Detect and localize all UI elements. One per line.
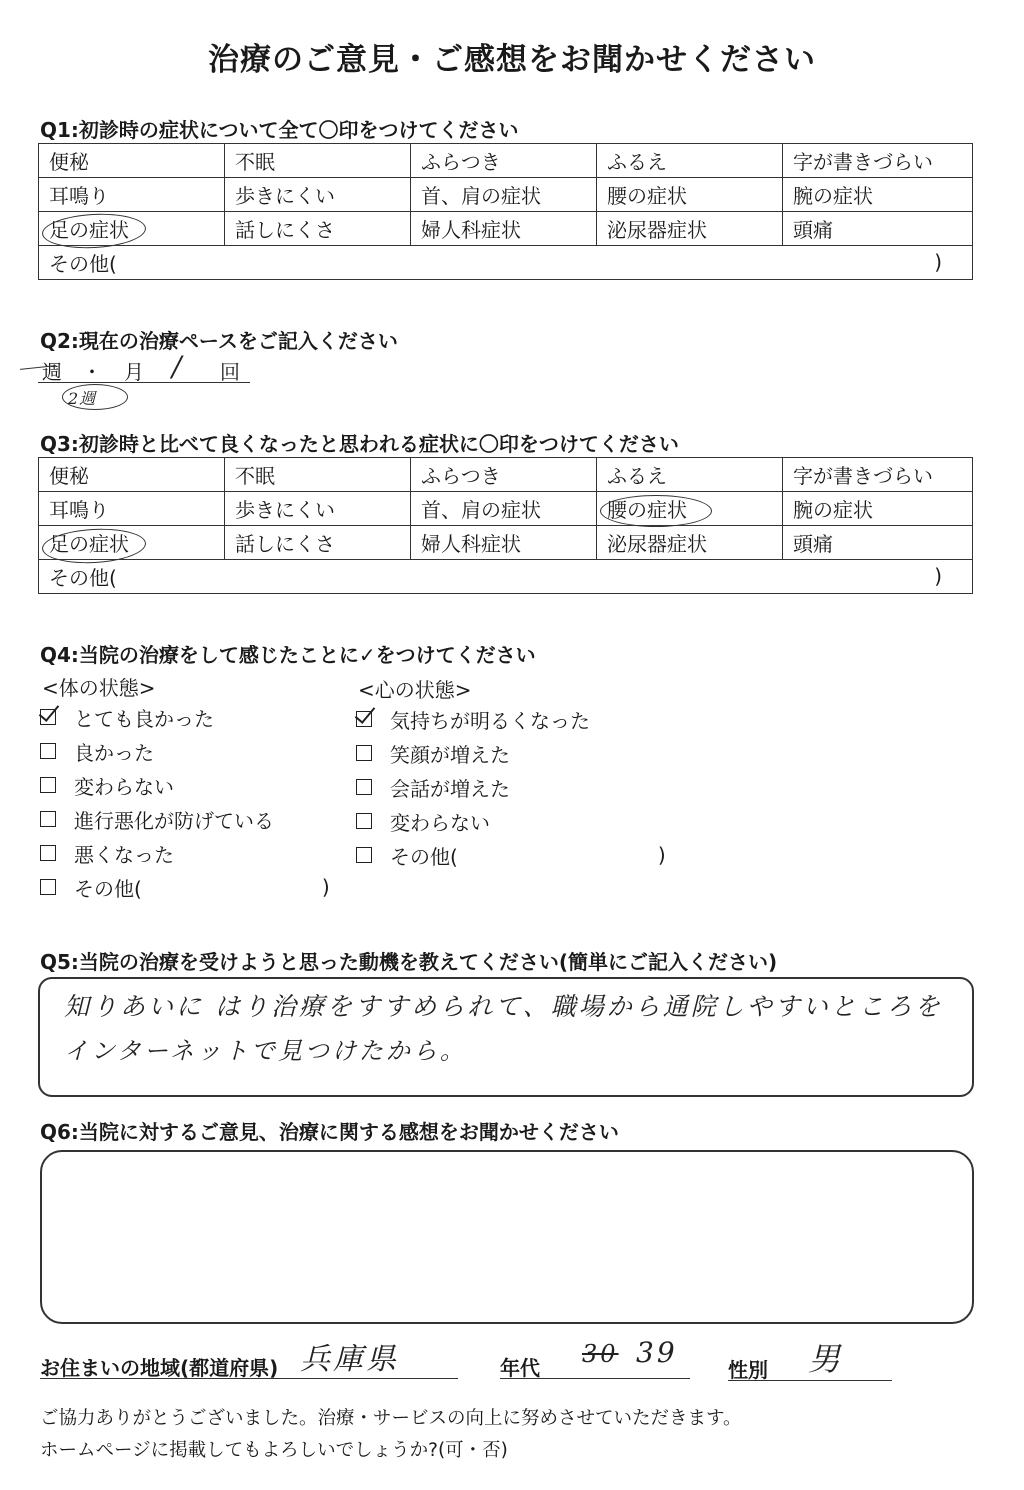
q3-cell[interactable]: 便秘: [39, 458, 225, 492]
thanks-note: ご協力ありがとうございました。治療・サービスの向上に努めさせていただきます。: [40, 1408, 742, 1429]
checkbox[interactable]: [356, 745, 372, 761]
checkbox-label: 変わらない: [74, 774, 174, 799]
q2-heading: Q2:現在の治療ペースをご記入ください: [40, 329, 398, 353]
checkbox[interactable]: [40, 845, 56, 861]
q3-heading: Q3:初診時と比べて良くなったと思われる症状に〇印をつけてください: [40, 432, 679, 456]
q2-times: 回: [220, 360, 240, 384]
table-row: [39, 492, 973, 526]
list-item[interactable]: [356, 702, 666, 736]
q1-cell[interactable]: 頭痛: [783, 212, 973, 246]
list-item[interactable]: [356, 770, 666, 804]
q1-symptom-table: [38, 143, 973, 280]
q6-heading: Q6:当院に対するご意見、治療に関する感想をお聞かせください: [40, 1120, 619, 1144]
mind-other-close: ): [657, 843, 666, 867]
q2-handwritten-answer: 2週: [68, 389, 97, 408]
q3-cell[interactable]: 泌尿器症状: [597, 526, 783, 560]
age-struck-value: 30: [582, 1340, 619, 1368]
q3-cell[interactable]: 腕の症状: [783, 492, 973, 526]
q2-slash-handwritten: /: [172, 350, 185, 383]
checkbox-label: 会話が増えた: [390, 776, 510, 801]
q3-cell[interactable]: ふらつき: [411, 458, 597, 492]
region-label: お住まいの地域(都道府県): [40, 1356, 279, 1380]
page-title: 治療のご意見・ご感想をお聞かせください: [208, 42, 816, 78]
table-row: [39, 212, 973, 246]
checkbox[interactable]: [40, 743, 56, 759]
q3-cell[interactable]: 不眠: [225, 458, 411, 492]
q3-cell[interactable]: ふるえ: [597, 458, 783, 492]
list-item[interactable]: [40, 870, 330, 904]
q1-cell[interactable]: ふるえ: [597, 144, 783, 178]
q4-body-list: [40, 700, 330, 904]
q1-other-open: その他(: [49, 252, 117, 276]
q4-body-heading: <体の状態>: [42, 676, 156, 700]
q2-month: 月: [124, 360, 144, 384]
q5-answer-line1: 知りあいに はり治療をすすめられて、職場から通院しやすいところを: [64, 992, 943, 1021]
list-item[interactable]: [40, 734, 330, 768]
q3-cell[interactable]: 耳鳴り: [39, 492, 225, 526]
checkbox-label: とても良かった: [74, 706, 214, 731]
checkbox-label: 変わらない: [390, 810, 490, 835]
q1-cell[interactable]: 話しにくさ: [225, 212, 411, 246]
age-underline: [500, 1378, 690, 1379]
table-row: [39, 178, 973, 212]
checkbox-label: 良かった: [74, 740, 154, 765]
q6-comment-box[interactable]: [40, 1150, 974, 1324]
gender-label: 性別: [728, 1358, 768, 1382]
q1-cell[interactable]: 耳鳴り: [39, 178, 225, 212]
q1-cell[interactable]: 歩きにくい: [225, 178, 411, 212]
table-row: [39, 458, 973, 492]
checkbox-label: 悪くなった: [74, 842, 174, 867]
list-item[interactable]: [356, 736, 666, 770]
table-row: [39, 526, 973, 560]
table-row: [39, 144, 973, 178]
list-item[interactable]: [356, 838, 666, 872]
checkbox-checked[interactable]: [40, 709, 56, 725]
checkbox[interactable]: [356, 847, 372, 863]
gender-underline: [728, 1380, 892, 1381]
q3-cell[interactable]: 話しにくさ: [225, 526, 411, 560]
checkbox[interactable]: [40, 811, 56, 827]
checkbox[interactable]: [356, 779, 372, 795]
q1-cell[interactable]: 首、肩の症状: [411, 178, 597, 212]
q1-cell[interactable]: 腰の症状: [597, 178, 783, 212]
checkbox[interactable]: [356, 813, 372, 829]
q4-mind-list: [356, 702, 666, 872]
q3-improvement-table: [38, 457, 973, 594]
q3-cell[interactable]: 字が書きづらい: [783, 458, 973, 492]
list-item[interactable]: [356, 804, 666, 838]
list-item[interactable]: [40, 836, 330, 870]
region-underline: [40, 1378, 458, 1379]
q2-week: 週: [42, 360, 62, 384]
q2-pace-field[interactable]: [38, 350, 250, 384]
q3-cell[interactable]: 婦人科症状: [411, 526, 597, 560]
checkbox-label: 気持ちが明るくなった: [390, 708, 590, 733]
q1-cell[interactable]: 不眠: [225, 144, 411, 178]
q5-answer-box[interactable]: [38, 977, 974, 1097]
q1-cell[interactable]: 婦人科症状: [411, 212, 597, 246]
q1-other-close: ): [934, 250, 942, 274]
table-row: [39, 246, 973, 280]
q1-heading: Q1:初診時の症状について全て〇印をつけてください: [40, 118, 519, 142]
checkbox-label: その他(: [74, 876, 142, 901]
q2-dot: ・: [82, 360, 102, 384]
age-value[interactable]: 39: [636, 1336, 678, 1369]
list-item[interactable]: [40, 768, 330, 802]
q3-other-close: ): [934, 564, 942, 588]
q3-cell[interactable]: 首、肩の症状: [411, 492, 597, 526]
q1-other-field[interactable]: [39, 246, 973, 280]
q5-heading: Q5:当院の治療を受けようと思った動機を教えてください(簡単にご記入ください): [40, 950, 778, 974]
q1-cell[interactable]: 腕の症状: [783, 178, 973, 212]
q3-other-field[interactable]: [39, 560, 973, 594]
checkbox-label: 進行悪化が防げている: [74, 808, 274, 833]
checkbox[interactable]: [40, 879, 56, 895]
checkbox-label: 笑顔が増えた: [390, 742, 510, 767]
q5-answer-line2: インターネットで見つけたから。: [64, 1037, 467, 1065]
checkbox-label: その他(: [390, 844, 458, 869]
age-label: 年代: [500, 1356, 540, 1380]
q3-cell-circled[interactable]: 足の症状: [39, 526, 225, 560]
q1-cell[interactable]: ふらつき: [411, 144, 597, 178]
q3-cell-circled[interactable]: 腰の症状: [597, 492, 783, 526]
checkbox[interactable]: [40, 777, 56, 793]
q1-cell-circled[interactable]: 足の症状: [39, 212, 225, 246]
q1-cell[interactable]: 泌尿器症状: [597, 212, 783, 246]
permission-question[interactable]: ホームページに掲載してもよろしいでしょうか?(可・否): [40, 1440, 508, 1461]
list-item[interactable]: [40, 802, 330, 836]
checkbox-checked[interactable]: [356, 711, 372, 727]
q4-heading: Q4:当院の治療をして感じたことに✓をつけてください: [40, 643, 536, 667]
table-row: [39, 560, 973, 594]
q1-cell[interactable]: 便秘: [39, 144, 225, 178]
gender-value[interactable]: 男: [808, 1340, 844, 1378]
region-value[interactable]: 兵庫県: [300, 1342, 399, 1377]
body-other-close: ): [321, 875, 330, 899]
q4-mind-heading: <心の状態>: [358, 678, 472, 702]
q1-cell[interactable]: 字が書きづらい: [783, 144, 973, 178]
q3-cell[interactable]: 歩きにくい: [225, 492, 411, 526]
q3-other-open: その他(: [49, 566, 117, 590]
list-item[interactable]: [40, 700, 330, 734]
q3-cell[interactable]: 頭痛: [783, 526, 973, 560]
